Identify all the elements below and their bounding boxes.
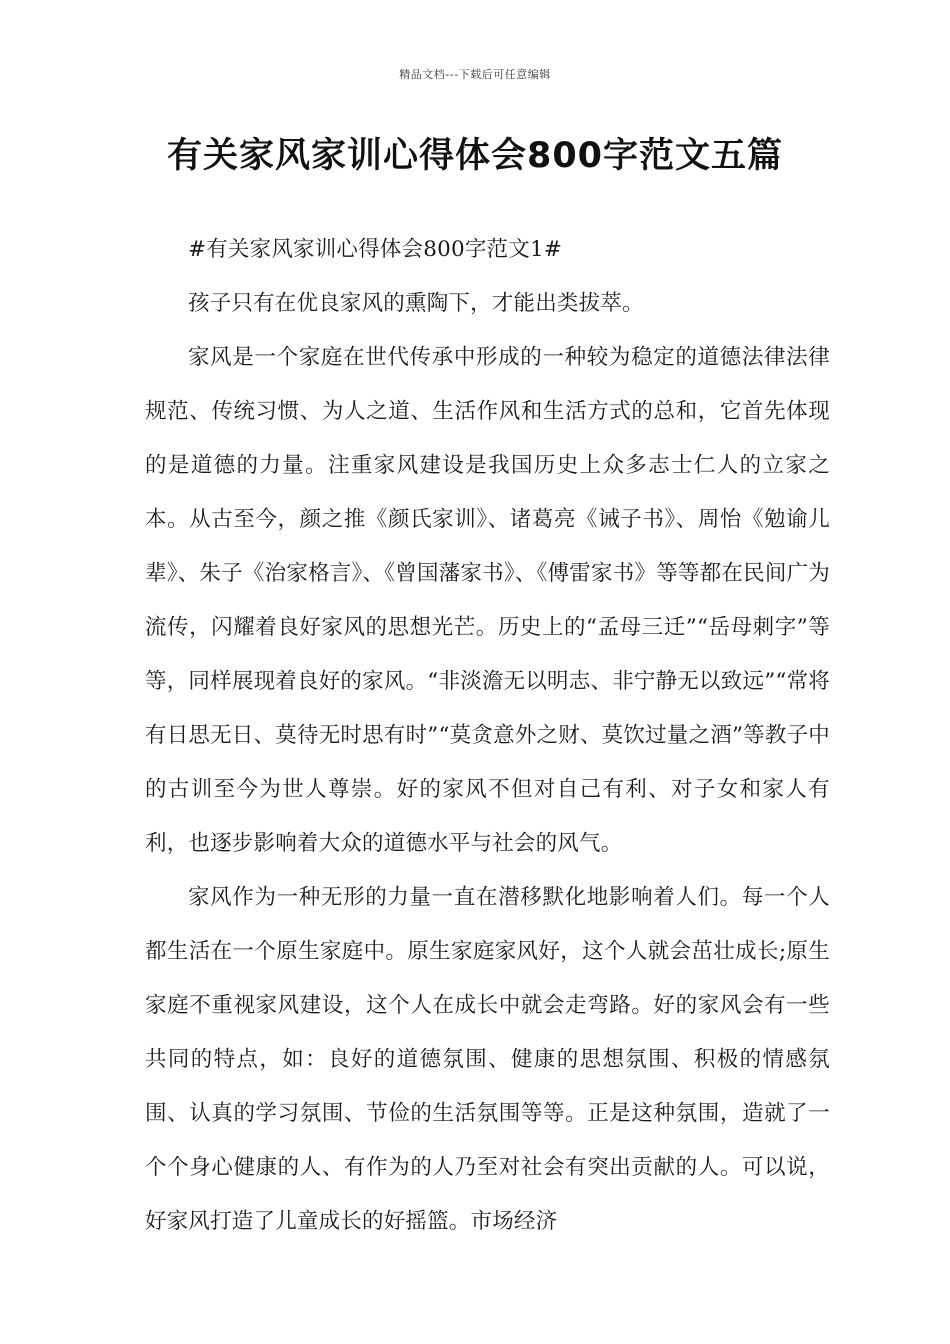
paragraph: 家风作为一种无形的力量一直在潜移默化地影响着人们。每一个人都生活在一个原生家庭中。原生家庭家风好，这个人就会茁壮成长;原生家庭不重视家风建设，这个人在成长中就会走弯路。好的家风会有一些共同的特点，如：良好的道德氛围、健康的思想氛围、积极的情感氛围、认真的学习氛围、节俭的生活氛围等等。正是这种氛围，造就了一个个身心健康的人、有作为的人乃至对社会有突出贡献的人。可以说，好家风打造了儿童成长的好摇篮。市场经济: [145, 885, 830, 1234]
document-body: [145, 223, 830, 1249]
page-title: 有关家风家训心得体会800字范文五篇: [166, 136, 784, 176]
paragraph: 孩子只有在优良家风的熏陶下，才能出类拔萃。: [188, 291, 644, 316]
section-heading: #有关家风家训心得体会800字范文1#: [188, 237, 563, 262]
header-note: 精品文档---下载后可任意编辑: [399, 68, 551, 81]
paragraph: 家风是一个家庭在世代传承中形成的一种较为稳定的道德法律法律规范、传统习惯、为人之道、生活作风和生活方式的总和，它首先体现的是道德的力量。注重家风建设是我国历史上众多志士仁人的立家之本。从古至今，颜之推《颜氏家训》、诸葛亮《诫子书》、周怡《勉谕儿辈》、朱子《治家格言》、《曾国藩家书》、《傅雷家书》等等都在民间广为流传，闪耀着良好家风的思想光芒。历史上的“孟母三迁”“岳母刺字”等等，同样展现着良好的家风。“非淡澹无以明志、非宁静无以致远”“常将有日思无日、莫待无时思有时”“莫贪意外之财、莫饮过量之酒”等教子中的古训至今为世人尊崇。好的家风不但对自己有利、对子女和家人有利，也逐步影响着大众的道德水平与社会的风气。: [145, 345, 830, 856]
